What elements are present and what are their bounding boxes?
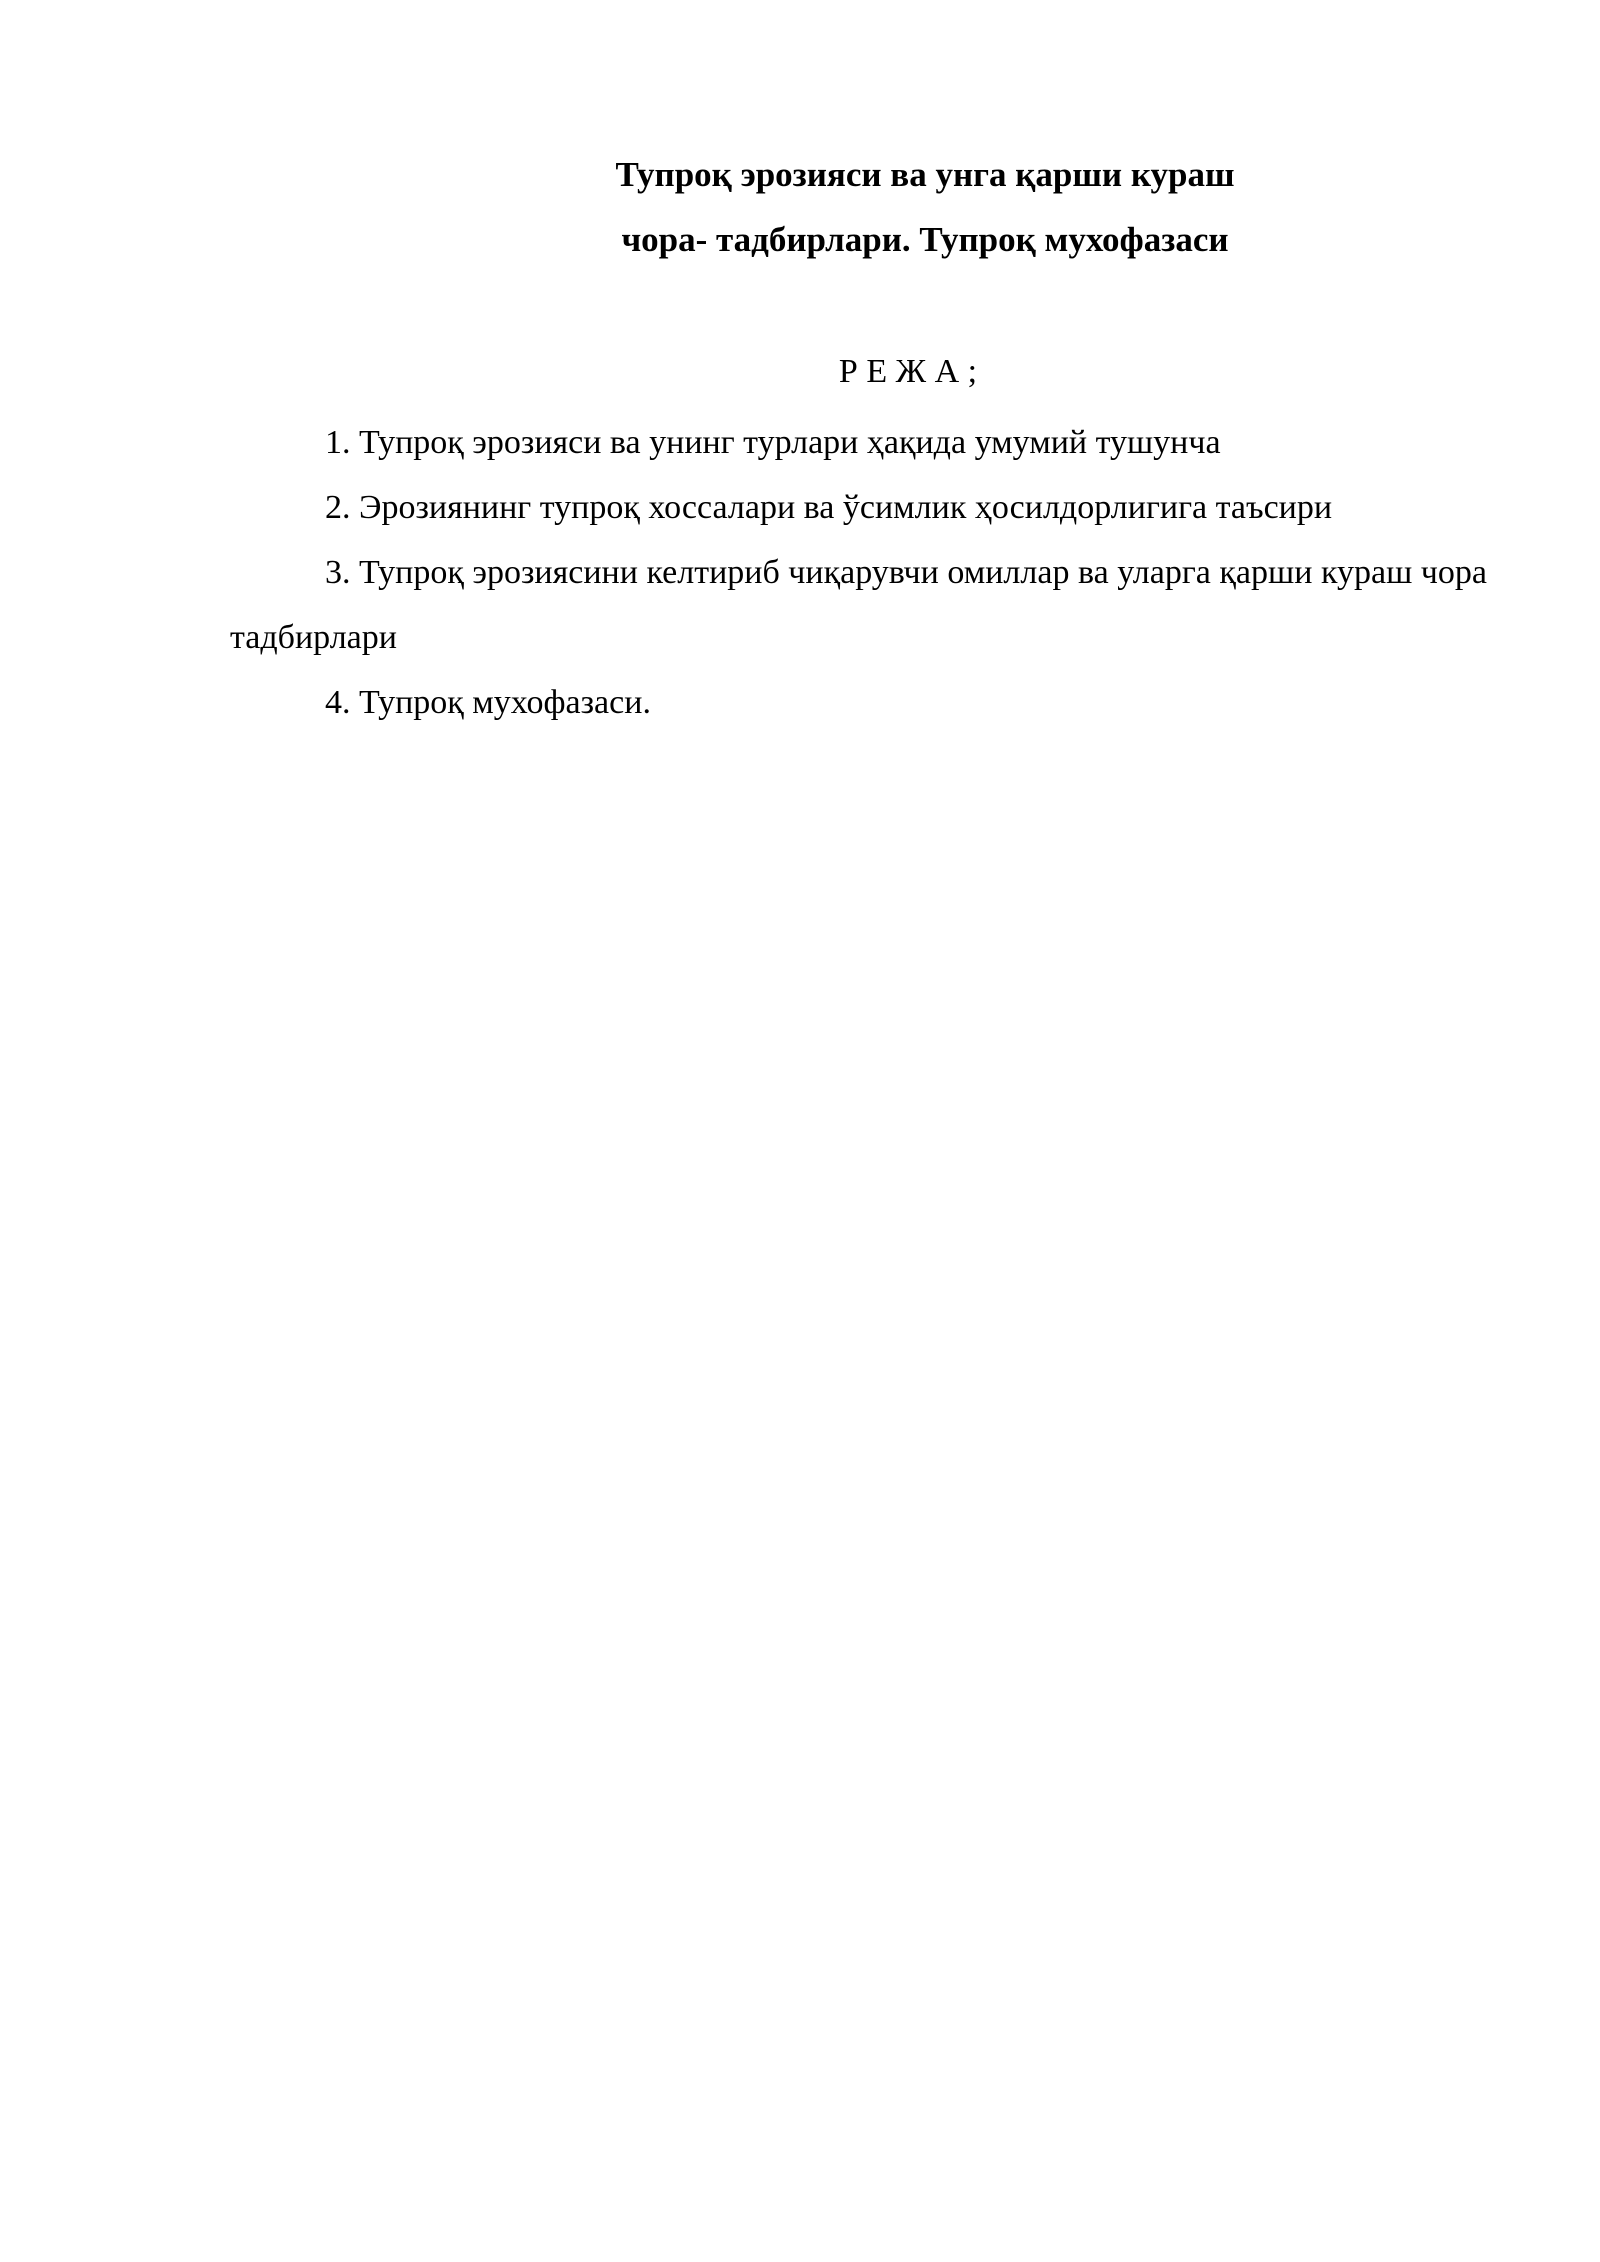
plan-heading: Р Е Ж А ; — [838, 353, 978, 390]
plan-item: 2. Эрозиянинг тупроқ хоссалари ва ўсимлик ҳосилдорлигига таъсири — [325, 489, 1333, 526]
plan-item: 4. Тупроқ мухофазаси. — [325, 684, 651, 721]
document-title-line-1: Тупроқ эрозияси ва унга қарши кураш — [615, 155, 1235, 194]
document-title-line-2: чора- тадбирлари. Тупроқ мухофазаси — [621, 220, 1229, 259]
plan-item: 1. Тупроқ эрозияси ва унинг турлари ҳақида умумий тушунча — [325, 424, 1221, 461]
plan-item: 3. Тупроқ эрозиясини келтириб чиқарувчи омиллар ва уларга қарши кураш чора тадбирлари — [230, 554, 1487, 656]
plan-list — [230, 410, 1487, 735]
